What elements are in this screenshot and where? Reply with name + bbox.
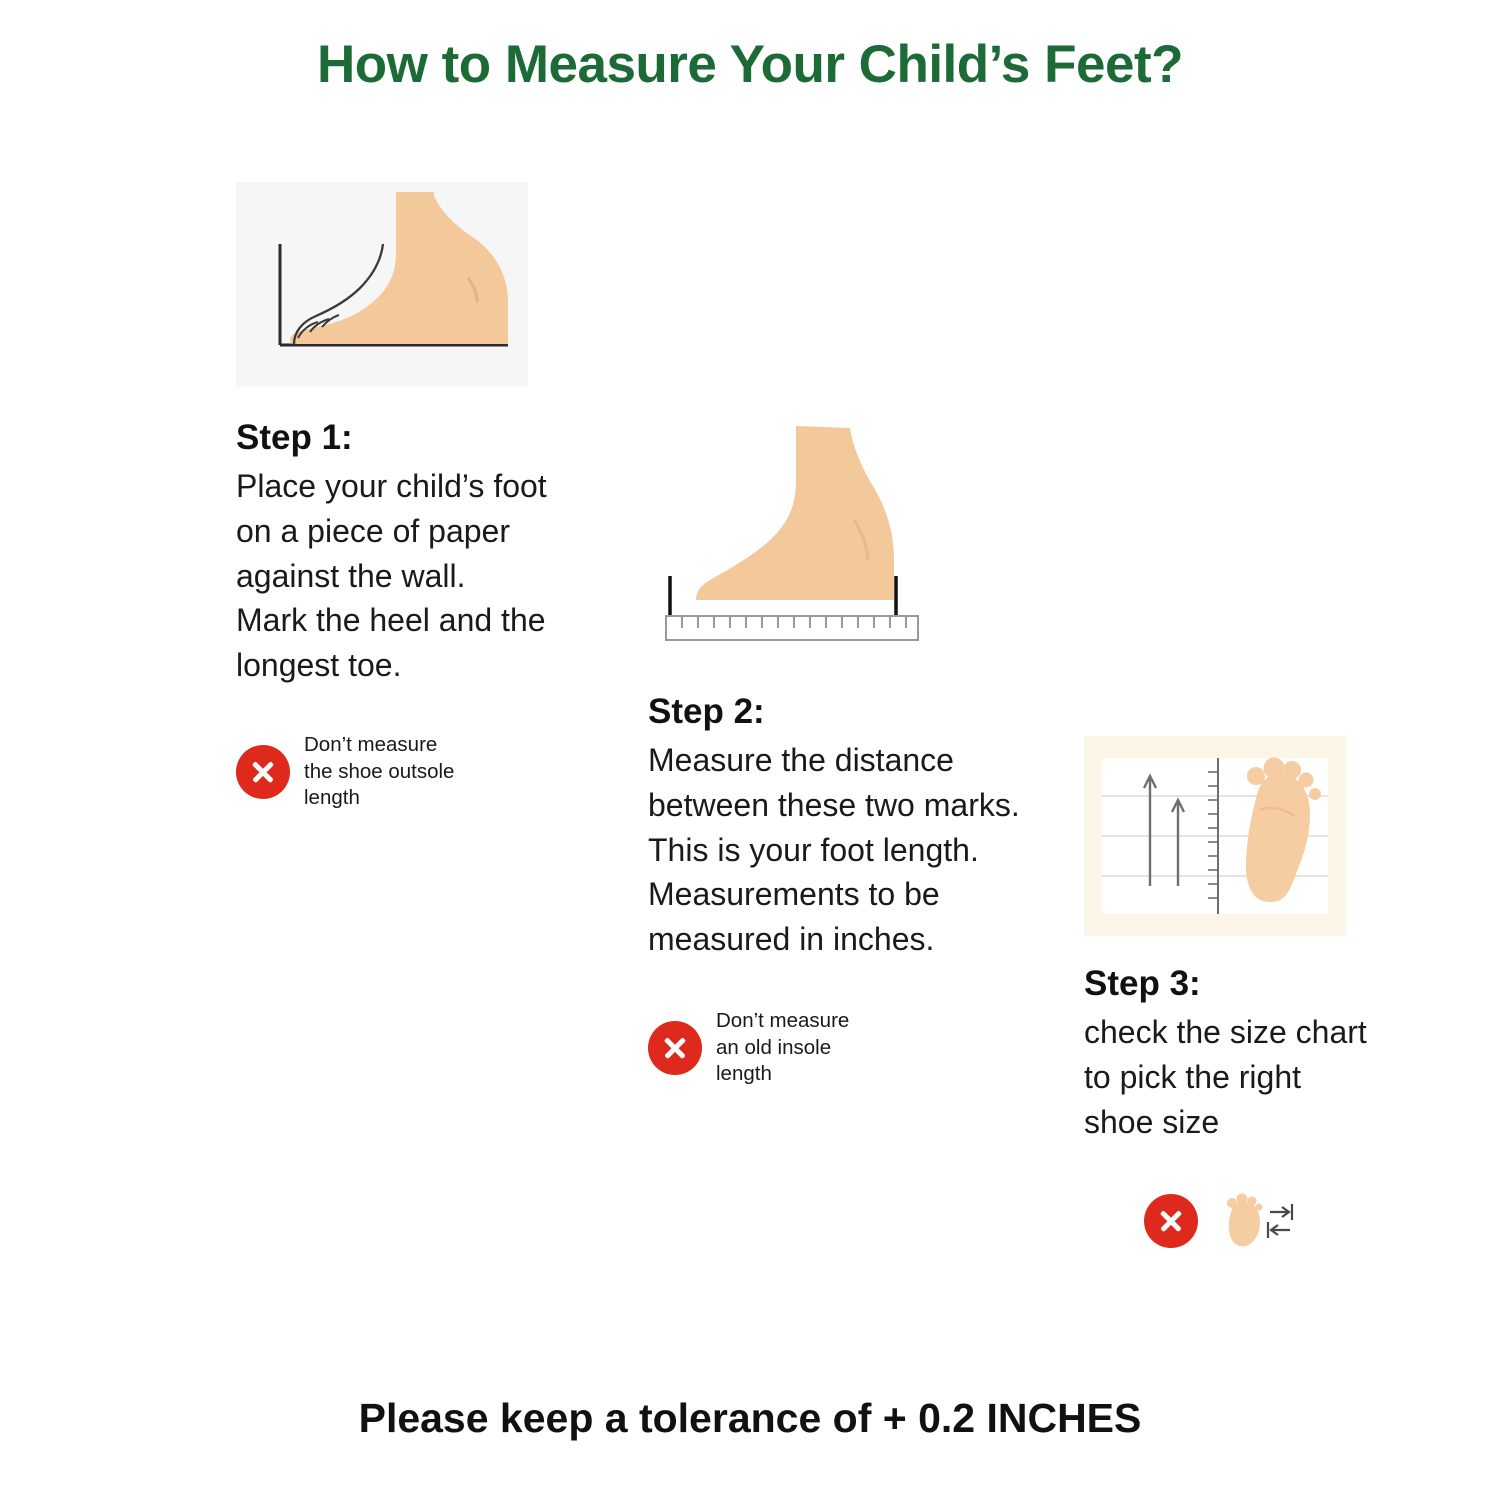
step-1-warning-text	[304, 732, 454, 812]
step-2-body	[648, 738, 1078, 962]
step-2-body-line: between these two marks.	[648, 786, 1020, 823]
step-2-warning-text	[716, 1008, 849, 1088]
step-1-body-line: on a piece of paper	[236, 512, 510, 549]
red-x-icon	[1144, 1194, 1198, 1248]
foot-sole-on-scale-illustration	[1084, 736, 1346, 936]
step-2-text	[648, 692, 1078, 962]
red-x-icon	[236, 745, 290, 799]
step-1-body-line: longest toe.	[236, 647, 402, 684]
warning-line: length	[716, 1062, 772, 1086]
step-2-body-line: This is your foot length.	[648, 831, 979, 868]
foot-on-ruler-illustration	[648, 420, 948, 660]
foot-with-arrows-icon	[1212, 1190, 1304, 1252]
page-title: How to Measure Your Child’s Feet?	[317, 35, 1183, 94]
step-1-text	[236, 418, 566, 688]
step-2-body-line: Measure the distance	[648, 742, 954, 778]
step-3-body	[1084, 1010, 1414, 1144]
step-1-body-line: Place your child’s foot	[236, 468, 547, 504]
warning-line: length	[304, 786, 360, 810]
step-2-warning	[648, 1008, 1078, 1088]
step-3-block	[1084, 736, 1414, 1252]
tolerance-note: Please keep a tolerance of + 0.2 INCHES	[358, 1395, 1142, 1441]
warning-line: Don’t measure	[716, 1008, 850, 1032]
step-2-heading: Step 2:	[648, 692, 765, 731]
step-3-body-line: check the size chart	[1084, 1014, 1367, 1050]
warning-line: an old insole	[716, 1035, 832, 1059]
step-2-body-line: Measurements to be	[648, 876, 940, 913]
red-x-icon	[648, 1021, 702, 1075]
step-3-body-line: to pick the right	[1084, 1058, 1301, 1095]
step-1-body-line: Mark the heel and the	[236, 602, 546, 639]
step-1-heading: Step 1:	[236, 418, 353, 457]
step-1-body	[236, 464, 566, 688]
step-3-heading: Step 3:	[1084, 964, 1201, 1003]
step-3-body-line: shoe size	[1084, 1103, 1220, 1140]
step-1-block	[236, 182, 566, 812]
step-3-text	[1084, 964, 1414, 1144]
step-1-body-line: against the wall.	[236, 557, 466, 594]
warning-line: Don’t measure	[304, 732, 438, 756]
step-3-warning	[1144, 1190, 1414, 1252]
warning-line: the shoe outsole	[304, 759, 455, 783]
step-2-body-line: measured in inches.	[648, 921, 935, 958]
step-1-warning	[236, 732, 566, 812]
step-2-block	[648, 420, 1078, 1088]
foot-against-wall-illustration	[236, 182, 528, 387]
